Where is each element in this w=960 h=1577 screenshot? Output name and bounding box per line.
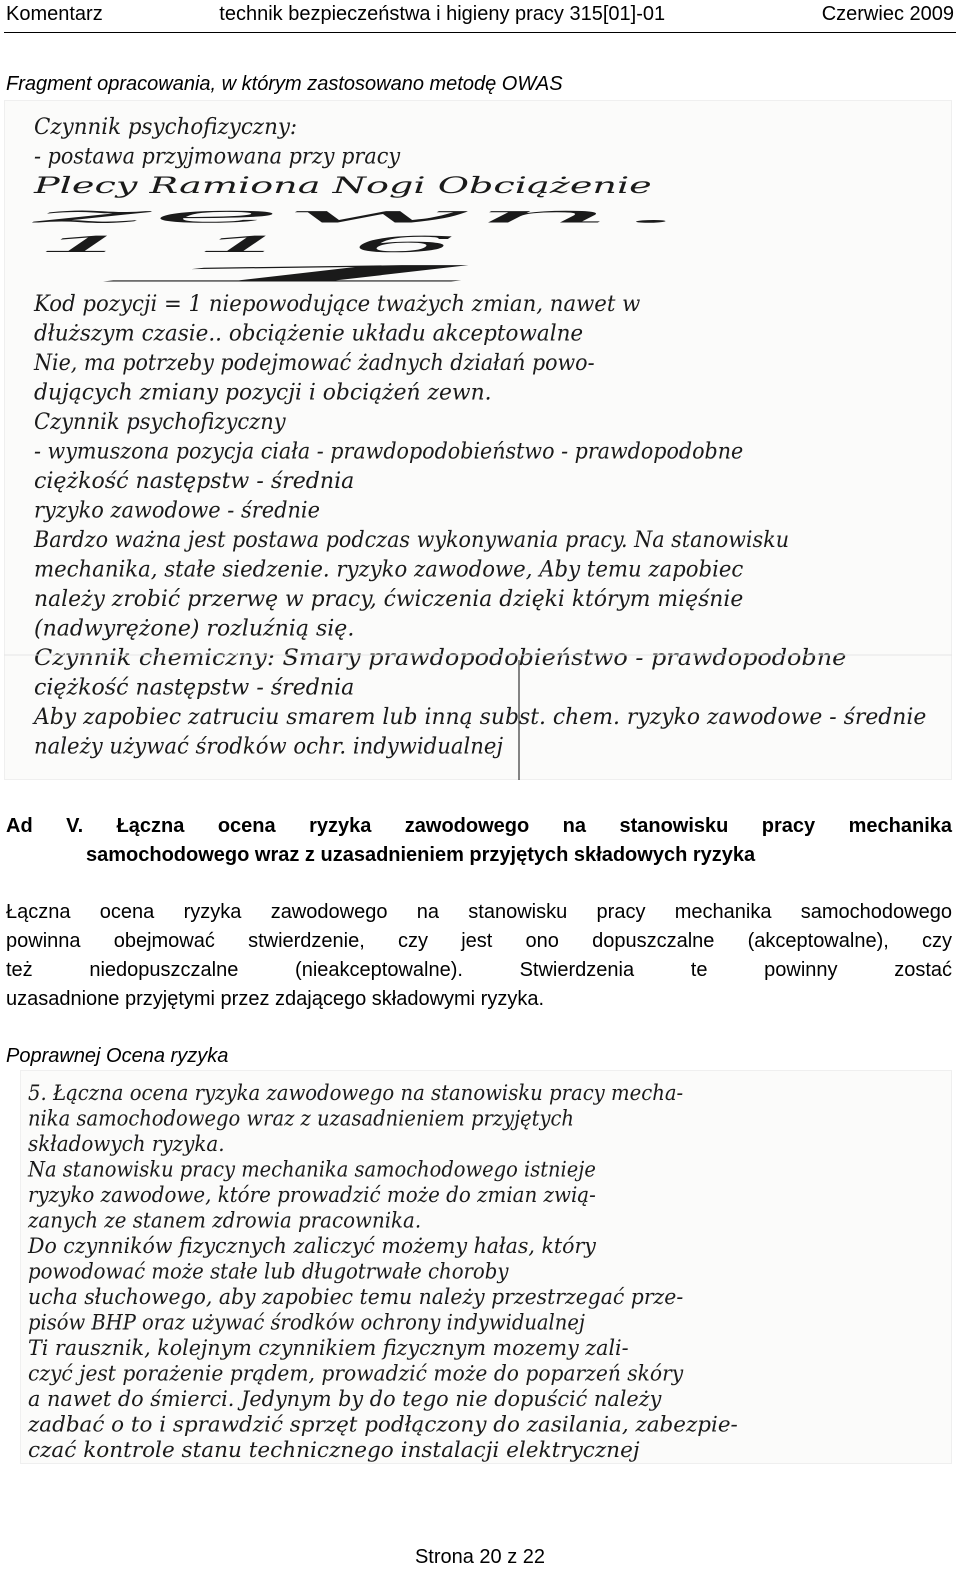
handwritten-scan-assessment — [20, 1070, 952, 1464]
handwritten-line: - wymuszona pozycja ciała - prawdopodobieństwo - prawdopodobne — [34, 439, 744, 465]
handwritten-scan-owas — [4, 100, 952, 780]
handwritten-line: ciężkość następstw - średnia — [34, 469, 355, 494]
handwritten-line: należy zrobić przerwę w pracy, ćwiczenia dzięki którym mięśnie — [34, 587, 744, 612]
handwritten-line: nika samochodowego wraz z uzasadnieniem przyjętych — [28, 1106, 574, 1131]
handwritten-line: czyć jest porażenie prądem, prowadzić może do poparzeń skóry — [28, 1361, 685, 1386]
header-left: Komentarz — [6, 3, 103, 25]
paragraph-line: też niedopuszczalne (nieakceptowalne). Stwierdzenia te powinny zostać — [6, 959, 952, 981]
handwritten-line: Bardzo ważna jest postawa podczas wykonywania pracy. Na stanowisku — [33, 528, 790, 553]
caption-owas-fragment: Fragment opracowania, w którym zastosowano metodę OWAS — [6, 73, 563, 95]
body-paragraph — [6, 898, 952, 1014]
handwritten-line: (nadwyrężone) rozluźnią się. — [34, 616, 355, 642]
handwritten-line: zadbać o to i sprawdzić sprzęt podłączony do zasilania, zabezpie- — [26, 1412, 738, 1437]
handwritten-line: Kod pozycji = 1 niepowodujące tważych zmian, nawet w — [33, 292, 641, 317]
handwritten-line: 1 1 6 — [34, 233, 458, 258]
header-right: Czerwiec 2009 — [821, 3, 954, 25]
handwritten-line: zewn. — [23, 203, 687, 229]
handwritten-line: składowych ryzyka. — [28, 1132, 225, 1156]
handwritten-line: ryzyko zawodowe - średnie — [34, 498, 320, 524]
handwritten-line: Czynnik psychofizyczny — [34, 410, 287, 435]
header-center: technik bezpieczeństwa i higieny pracy 315[01]-01 — [219, 3, 666, 25]
handwritten-line: Czynnik psychofizyczny: — [34, 115, 298, 140]
handwritten-line: Ti rausznik, kolejnym czynnikiem fizycznym mozemy zali- — [28, 1336, 629, 1360]
paragraph-line: powinna obejmować stwierdzenie, czy jest ono dopuszczalne (akceptowalne), czy — [6, 930, 952, 952]
handwritten-line: czać kontrole stanu technicznego instalacji elektrycznej — [28, 1438, 641, 1462]
handwritten-line: - postawa przyjmowana przy pracy — [34, 144, 401, 170]
handwritten-line: dłuższym czasie.. obciążenie układu akceptowalne — [34, 321, 584, 347]
handwritten-line: Plecy Ramiona Nogi Obciążenie — [32, 174, 652, 199]
page-header — [0, 0, 960, 32]
section-title — [6, 812, 952, 870]
paragraph-line: Łączna ocena ryzyka zawodowego na stanowisku pracy mechanika samochodowego — [6, 901, 952, 923]
handwritten-line: Nie, ma potrzeby podejmować żadnych działań powo- — [33, 351, 595, 376]
handwritten-line: zanych ze stanem zdrowia pracownika. — [27, 1208, 422, 1233]
page-number: Strona 20 z 22 — [414, 1546, 546, 1568]
section-title-line1: Ad V. Łączna ocena ryzyka zawodowego na stanowisku pracy mechanika — [6, 815, 952, 837]
handwritten-line: Na stanowisku pracy mechanika samochodowego istnieje — [27, 1157, 596, 1182]
handwritten-line: Aby zapobiec zatruciu smarem lub inną subst. chem. ryzyko zawodowe - średnie — [32, 705, 927, 730]
handwritten-line: a nawet do śmierci. Jedynym by do tego nie dopuścić należy — [28, 1387, 663, 1411]
handwritten-line: ryzyko zawodowe, które prowadzić może do zmian zwią- — [28, 1183, 596, 1207]
handwritten-line: Do czynników fizycznych zaliczyć możemy hałas, który — [27, 1234, 597, 1258]
handwritten-line: pisów BHP oraz używać środków ochrony indywidualnej — [28, 1310, 586, 1335]
section-title-line2: samochodowego wraz z uzasadnieniem przyjętych składowych ryzyka — [86, 844, 756, 866]
handwritten-line: mechanika, stałe siedzenie. ryzyko zawodowe, Aby temu zapobiec — [34, 557, 744, 583]
handwriting-image — [4, 100, 952, 780]
caption-risk-assessment: Poprawnej Ocena ryzyka — [6, 1045, 229, 1067]
handwritten-line: powodować może stałe lub długotrwałe choroby — [28, 1259, 510, 1284]
handwritten-line: 1 — [34, 262, 664, 288]
handwritten-line: 5. Łączna ocena ryzyka zawodowego na stanowisku pracy mecha- — [28, 1081, 684, 1105]
handwriting-image — [20, 1070, 952, 1464]
header-divider — [4, 32, 956, 33]
paragraph-line: uzasadnione przyjętymi przez zdającego składowymi ryzyka. — [6, 988, 545, 1010]
handwritten-line: Czynnik chemiczny: Smary prawdopodobieństwo - prawdopodobne — [34, 646, 847, 671]
handwritten-line: ciężkość następstw - średnia — [34, 675, 355, 701]
handwritten-line: należy używać środków ochr. indywidualnej — [34, 734, 504, 760]
handwritten-line: dujących zmiany pozycji i obciążeń zewn. — [34, 380, 492, 406]
handwritten-line: ucha słuchowego, aby zapobiec temu należy przestrzegać prze- — [28, 1285, 684, 1309]
